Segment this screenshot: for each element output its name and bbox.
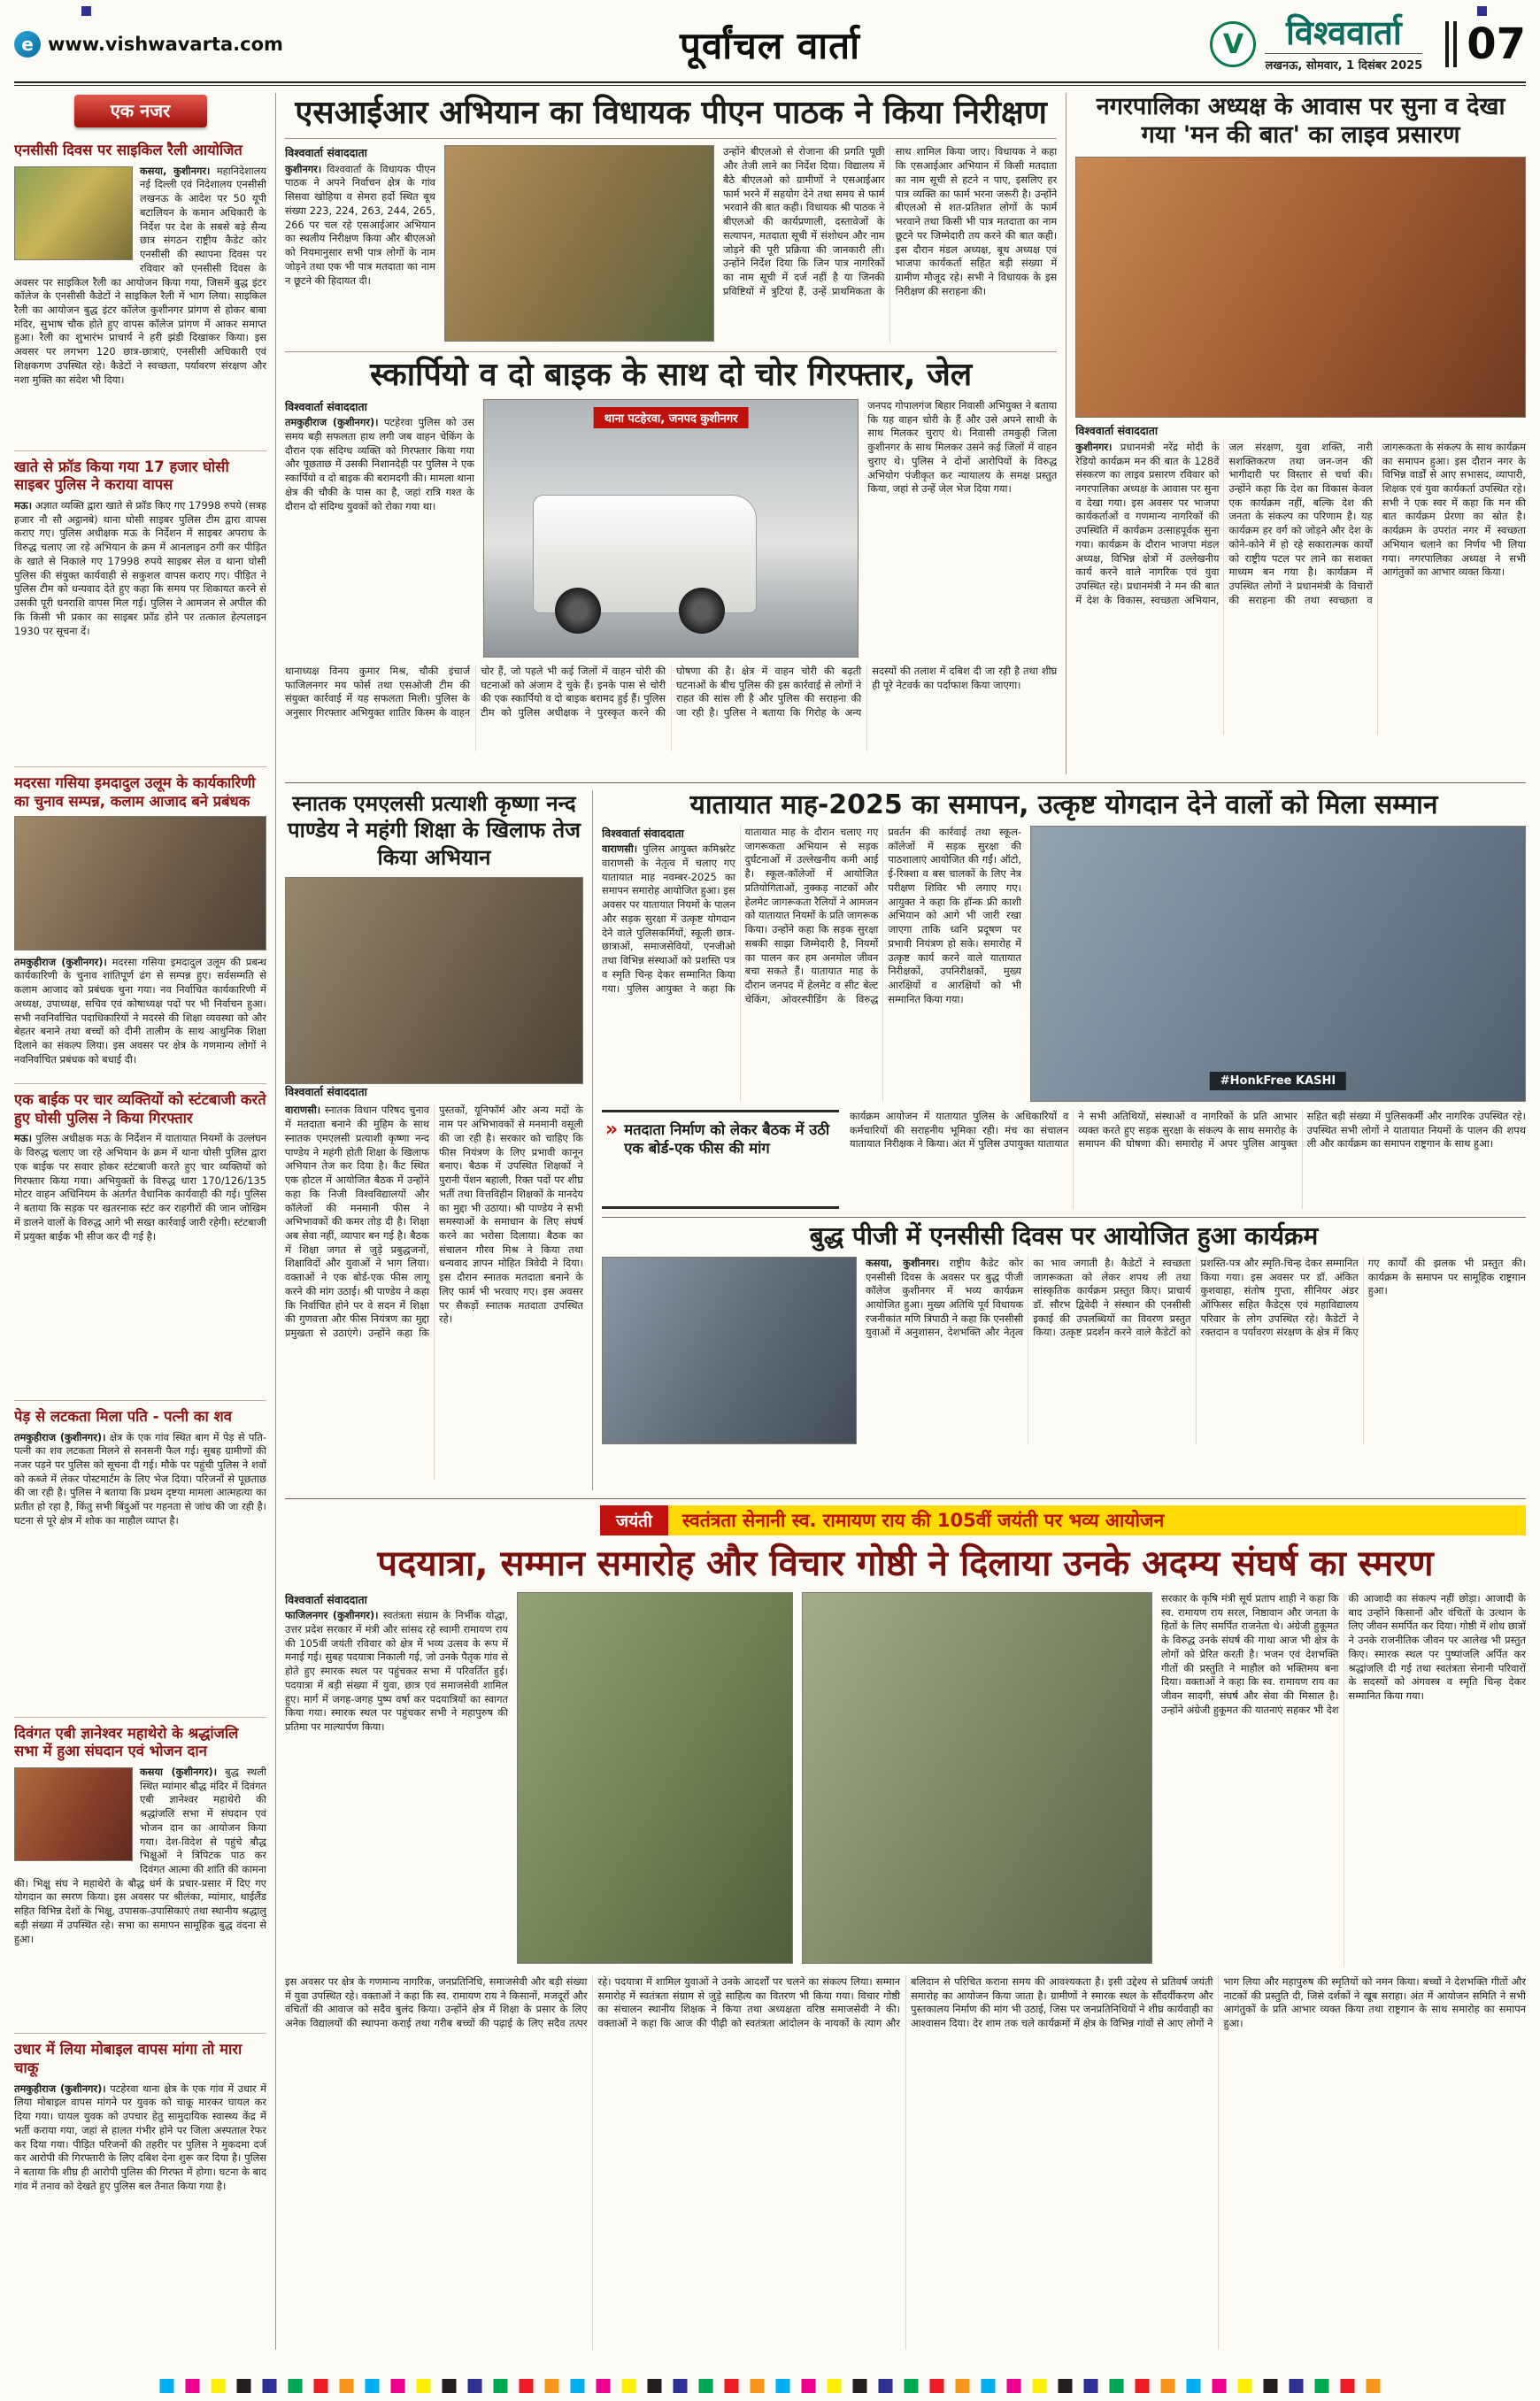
color-strip-square	[468, 2379, 482, 2393]
body-text: स्वतंत्रता संग्राम के निर्भीक योद्धा, उत्तर प्रदेश सरकार में मंत्री और सांसद रहे स्वामी रामायण राय की 105वीं जयंती रविवार को क्षेत्र में भव्य उत्सव के रूप में मनाई गई। सुबह पदयात्रा निकाली गई, जो उनके पैतृक गांव से होते हुए स्मारक स्थल पर पहुंचकर सभा में परिवर्तित हुई। पदयात्रा में बड़ी संख्या में युवा, छात्र एवं समाजसेवी शामिल हुए। मार्ग में जगह-जगह पुष्प वर्षा कर पदयात्रियों का स्वागत किया गया। स्मारक स्थल पर पहुंचकर सभी ने महापुरुष की प्रतिमा पर माल्यार्पण किया।	[285, 1609, 508, 1734]
color-strip-square	[237, 2379, 251, 2393]
article-body	[14, 956, 266, 1067]
dateline: कुशीनगर।	[285, 162, 322, 175]
color-strip-square	[212, 2379, 226, 2393]
color-strip-square	[1290, 2379, 1304, 2393]
color-strip-square	[699, 2379, 713, 2393]
body-text: सरकार के कृषि मंत्री सूर्य प्रताप शाही ने कहा कि स्व. रामायण राय सरल, निष्ठावान और जनता के हितों के लिए समर्पित राजनेता थे। अंग्रेजी हुकूमत के विरुद्ध उनके संघर्ष की गाथा आज भी क्षेत्र के लोगों को प्रेरित करती है। भजन एवं देशभक्ति गीतों की प्रस्तुति ने माहौल को भक्तिमय बना दिया। वक्ताओं ने कहा कि स्व. रामायण राय का जीवन सादगी, संघर्ष और सेवा की मिसाल है। उन्होंने अंग्रेजी हुकूमत की यातनाएं सहकर भी देश की आजादी का संकल्प नहीं छोड़ा। आजादी के बाद उन्होंने किसानों और वंचितों के उत्थान के लिए जीवन समर्पित कर दिया। गोष्ठी में शोध छात्रों ने उनके राजनीतिक जीवन पर आलेख भी प्रस्तुत किए। स्मारक स्थल पर पुष्पांजलि अर्पित कर श्रद्धांजलि दी गई तथा स्वतंत्रता सेनानी परिवारों के सदस्यों को अंगवस्त्र व स्मृति चिन्ह देकर सम्मानित किया गया।	[1161, 1592, 1526, 1716]
brand-logo-icon: V	[1210, 21, 1256, 67]
color-strip-square	[571, 2379, 585, 2393]
article-body-columns	[285, 1975, 1526, 2350]
cycle-rally-photo	[14, 166, 133, 260]
body-text: राष्ट्रीय कैडेट कोर एनसीसी दिवस के अवसर पर बुद्ध पीजी कॉलेज कुशीनगर में भव्य कार्यक्रम आयोजित हुआ। मुख्य अतिथि पूर्व विधायक रजनीकांत मणि त्रिपाठी ने कहा कि एनसीसी युवाओं में अनुशासन, देशभक्ति और नेतृत्व का भाव जगाती है। कैडेटों ने स्वच्छता जागरूकता को लेकर शपथ ली तथा सांस्कृतिक कार्यक्रम प्रस्तुत किए। प्राचार्य डॉ. सौरभ द्विवेदी ने संस्थान की एनसीसी इकाई की उपलब्धियों का विवरण प्रस्तुत किया। उत्कृष्ट प्रदर्शन करने वाले कैडेटों को प्रशस्ति-पत्र और स्मृति-चिन्ह देकर सम्मानित किया गया। इस अवसर पर डॉ. अंकित कुशवाहा, संतोष गुप्ता, सीनियर अंडर ऑफिसर सहित कैडेट्स एवं महाविद्यालय परिवार के लोग उपस्थित रहे। कैडेटों ने रक्तदान व पर्यावरण संरक्षण के क्षेत्र में किए गए कार्यों की झलक भी प्रस्तुत की। कार्यक्रम के समापन पर सामूहिक राष्ट्रगान हुआ।	[866, 1256, 1526, 1339]
photo-banner-label: #HonkFree KASHI	[1210, 1072, 1346, 1090]
jayanti-strip-row	[600, 1505, 1526, 1535]
article-body-columns	[285, 665, 1057, 751]
pull-quote-text: मतदाता निर्माण को लेकर बैठक में उठी एक बोर्ड-एक फीस की मांग	[624, 1121, 830, 1158]
color-strip-square	[597, 2379, 611, 2393]
color-strip-square	[520, 2379, 534, 2393]
page-number-bar	[1445, 21, 1449, 67]
body-text: उन्होंने बीएलओ से रोजाना की प्रगति पूछी और तेजी लाने का निर्देश दिया। विद्यालय में बैठे बीएलओ को ग्रामीणों ने एसआईआर फार्म भरने में सहयोग देने तथा समय से फार्म भरवाने की बात कही। विधायक श्री पाठक ने बीएलओ की कार्यप्रणाली, दस्तावेजों के सत्यापन, मतदाता सूची में संशोधन और नाम जोड़ने की पूरी प्रक्रिया की जानकारी ली। उन्होंने निर्देश दिया कि जिन पात्र नागरिकों का नाम सूची में दर्ज नहीं है या जिनकी प्रविष्टियों में त्रुटियां हैं, उन्हें प्राथमिकता के साथ शामिल किया जाए। विधायक ने कहा कि एसआईआर अभियान में किसी मतदाता का नाम सूची से हटने न पाए, इसलिए हर पात्र व्यक्ति का फार्म भरना जरूरी है। उन्होंने बीएलओ से शत-प्रतिशत लोगों के फार्म भरवाने तथा किसी भी पात्र मतदाता का नाम छूटने पर जिम्मेदारी तय करने की बात कही। इस दौरान मंडल अध्यक्ष, बूथ अध्यक्ष एवं भाजपा कार्यकर्ता सहित बड़ी संख्या में ग्रामीण मौजूद रहे। सभी ने विधायक के इस निरीक्षण की सराहना की।	[723, 145, 1058, 297]
article-headline: पदयात्रा, सम्मान समारोह और विचार गोष्ठी ने दिलाया उनके अदम्य संघर्ष का स्मरण	[377, 1543, 1434, 1584]
photo-banner-label: थाना पटहेरवा, जनपद कुशीनगर	[594, 407, 749, 428]
article-scorpio-theft	[285, 351, 1057, 774]
article-mlc-campaign	[285, 790, 583, 1481]
traffic-and-ncc-column	[593, 790, 1526, 1490]
color-strip-square	[674, 2379, 688, 2393]
page-number-bar	[1453, 21, 1457, 67]
dateline: तमकुहीराज (कुशीनगर)।	[285, 416, 379, 429]
article-body	[14, 2082, 266, 2194]
site-logo-icon: e	[14, 31, 41, 58]
edition-line: लखनऊ, सोमवार, 1 दिसंबर 2025	[1265, 53, 1422, 73]
article-body-columns	[285, 1104, 583, 1481]
color-strip-square	[905, 2379, 919, 2393]
article-body	[14, 1132, 266, 1243]
article-body-columns	[850, 1110, 1526, 1209]
main-area	[276, 93, 1526, 2350]
dateline: तमकुहीराज (कुशीनगर)।	[14, 1430, 106, 1443]
body-text: प्रधानमंत्री नरेंद्र मोदी के रेडियो कार्यक्रम मन की बात के 128वें संस्करण का लाइव प्रसारण रविवार को नगरपालिका अध्यक्ष के आवास पर सुना व देखा गया। इस अवसर पर भाजपा कार्यकर्ताओं व गणमान्य नागरिकों की उपस्थिति में कार्यक्रम उत्साहपूर्वक सुना गया। कार्यक्रम के दौरान भाजपा मंडल अध्यक्ष, विभिन्न क्षेत्रों में उल्लेखनीय कार्य करने वाले नागरिक एवं युवा उपस्थित रहे। प्रधानमंत्री ने मन की बात में देश के विकास, स्वच्छता अभियान, जल संरक्षण, युवा शक्ति, नारी सशक्तिकरण तथा जन-जन की भागीदारी पर विस्तार से चर्चा की। उन्होंने कहा कि देश का विकास केवल एक कार्यक्रम नहीं, बल्कि देश की जनता के संकल्प का परिणाम है। यह कार्यक्रम हर वर्ग को जोड़ने और देश के कोने-कोने में हो रहे सकारात्मक कार्यों को राष्ट्रीय पटल पर लाने का सशक्त माध्यम बन गया है। कार्यक्रम में उपस्थित लोगों ने प्रधानमंत्री के विचारों की सराहना की तथा स्वच्छता व जागरूकता के संकल्प के साथ कार्यक्रम का समापन हुआ। इस दौरान नगर के विभिन्न वार्डों से आए सभासद, व्यापारी, शिक्षक एवं युवा कार्यकर्ता उपस्थित रहे। सभी ने एक स्वर में कहा कि मन की बात कार्यक्रम प्रेरणा का स्रोत है। कार्यक्रम के उपरांत नगर में स्वच्छता अभियान चलाने का निर्णय भी लिया गया। नगरपालिका अध्यक्ष ने सभी आगंतुकों का आभार व्यक्त किया।	[1075, 440, 1526, 606]
color-strip-square	[366, 2379, 380, 2393]
article-body-columns	[1161, 1592, 1526, 1967]
byline: विश्ववार्ता संवाददाता	[285, 1085, 367, 1099]
sidebar-article-cyber-fraud	[14, 451, 266, 768]
body-text: क्षेत्र के एक गांव स्थित बाग में पेड़ से पति-पत्नी का शव लटकता मिलने से सनसनी फैल गई। सुबह ग्रामीणों की नजर पड़ने पर पुलिस को सूचना दी गई। मौके पर पहुंची पुलिस ने शवों को कब्जे में लेकर पोस्टमार्टम के लिए भेज दिया। परिजनों से पूछताछ की जा रही है। पुलिस ने बताया कि प्रथम दृष्टया मामला आत्महत्या का प्रतीत हो रहा है, किंतु सभी बिंदुओं पर गहनता से जांच की जा रही है। घटना से पूरे क्षेत्र में शोक का माहौल व्याप्त है।	[14, 1430, 266, 1527]
article-traffic-month	[602, 790, 1526, 1209]
color-strip-square	[1315, 2379, 1329, 2393]
color-strip-square	[622, 2379, 636, 2393]
body-text: पुलिस अधीक्षक मऊ के निर्देशन में यातायात नियमों के उल्लंघन के विरुद्ध चलाए जा रहे अभियान के क्रम में थाना घोसी पुलिस द्वारा एक बाईक पर सवार होकर स्टंटबाजी करते हुए चार व्यक्तियों को गिरफ्तार किया गया। अभियुक्तों के विरुद्ध धारा 170/126/135 मोटर वाहन अधिनियम के अंतर्गत वैधानिक कार्यवाही की गई। पुलिस ने बताया कि सड़क पर खतरनाक स्टंट कर राहगीरों की जान जोखिम में डालने वालों के विरुद्ध आगे भी सख्त कार्रवाई जारी रहेगी। स्टंटबाजी में प्रयुक्त बाईक भी सीज कर दी गई है।	[14, 1132, 266, 1243]
article-headline: उधार में लिया मोबाइल वापस मांगा तो मारा चाकू	[14, 2041, 243, 2076]
article-layout-row	[285, 138, 1057, 343]
article-headline: स्कार्पियो व दो बाइक के साथ दो चोर गिरफ्तार, जेल	[370, 357, 973, 394]
article-body	[14, 1431, 266, 1528]
dateline: तमकुहीराज (कुशीनगर)।	[14, 2082, 106, 2095]
dateline: वाराणसी।	[602, 843, 638, 856]
color-strip-square	[443, 2379, 457, 2393]
sidebar-article-madarsa-election	[14, 767, 266, 1084]
article-sir-inspection	[285, 93, 1057, 343]
color-strip-square	[828, 2379, 842, 2393]
section-middle	[285, 782, 1526, 1490]
article-lead-column	[285, 1592, 508, 1967]
wheel-shape	[555, 588, 601, 634]
article-headline: दिवंगत एबी ज्ञानेश्वर महाथेरो के श्रद्धांजलि सभा में हुआ संघदान एवं भोजन दान	[14, 1724, 239, 1760]
color-strip-square	[391, 2379, 405, 2393]
section-label-ek-nazar: एक नजर	[74, 95, 207, 127]
color-strip-square	[1110, 2379, 1124, 2393]
right-column	[1066, 93, 1526, 774]
color-strip-square	[1187, 2379, 1201, 2393]
mlc-meeting-photo	[285, 877, 583, 1084]
article-layout-row	[285, 1592, 1526, 1967]
color-strip-square	[186, 2379, 200, 2393]
section-bottom-jayanti	[285, 1498, 1526, 2350]
article-body	[14, 165, 266, 388]
article-body	[14, 499, 266, 638]
dateline: तमकुहीराज (कुशीनगर)।	[14, 955, 107, 968]
madarsa-group-photo	[14, 816, 266, 950]
article-headline: बुद्ध पीजी में एनसीसी दिवस पर आयोजित हुआ कार्यक्रम	[809, 1221, 1319, 1251]
dateline: फाजिलनगर (कुशीनगर)।	[285, 1609, 379, 1622]
color-strip-square	[340, 2379, 354, 2393]
color-strip-square	[1238, 2379, 1252, 2393]
color-strip-square	[930, 2379, 944, 2393]
color-strip-square	[1367, 2379, 1381, 2393]
article-sub-row	[602, 1110, 1526, 1209]
article-body-columns	[1075, 441, 1526, 735]
byline: विश्ववार्ता संवाददाता	[285, 399, 367, 413]
article-headline: खाते से फ्रॉड किया गया 17 हजार घोसी साइबर पुलिस ने कराया वापस	[14, 458, 229, 494]
brand-text-block	[1265, 13, 1423, 73]
article-buddha-pg-ncc	[602, 1217, 1526, 1490]
color-strip-square	[802, 2379, 816, 2393]
sidebar-article-mobile-knife	[14, 2034, 266, 2350]
color-strip-square	[982, 2379, 996, 2393]
byline: विश्ववार्ता संवाददाता	[602, 827, 684, 840]
color-strip-square	[725, 2379, 739, 2393]
buddha-pg-group-photo	[602, 1257, 857, 1444]
jayanti-tag: जयंती	[600, 1505, 668, 1535]
byline: विश्ववार्ता संवाददाता	[285, 146, 367, 160]
color-strip-square	[648, 2379, 662, 2393]
brand-block	[1210, 13, 1423, 73]
body-text: बुद्ध स्थली स्थित म्यांमार बौद्ध मंदिर में दिवंगत एबी ज्ञानेश्वर महाथेरो की श्रद्धांजलि सभा में संघदान एवं भोजन दान का आयोजन किया गया। देश-विदेश से पहुंचे बौद्ध भिक्षुओं ने त्रिपिटक पाठ कर दिवंगत आत्मा की शांति की कामना की। भिक्षु संघ ने महाथेरो के बौद्ध धर्म के प्रचार-प्रसार में दिए गए योगदान का स्मरण किया। इस अवसर पर श्रीलंका, म्यांमार, थाईलैंड सहित विभिन्न देशों के भिक्षु, उपासक-उपासिकाएं तथा स्थानीय श्रद्धालु बड़ी संख्या में उपस्थित रहे। सभा का समापन सामूहिक बुद्ध वंदना से हुआ।	[14, 1765, 266, 1945]
body-text: विश्ववार्ता के विधायक पीएन पाठक ने अपने निर्वाचन क्षेत्र के गांव सिसवा खोहिया व सेमरा हर्दो स्थित बूथ संख्या 223, 224, 263, 244, 265, 266 पर चल रहे एसआईआर अभियान का स्थलीय निरीक्षण किया और बीएलओ को नियमानुसार सभी पात्र लोगों के नाम जोड़ने तथा एक भी पात्र मतदाता का नाम न छूटने की हिदायत दी।	[285, 162, 435, 287]
dateline: कसया, कुशीनगर।	[866, 1256, 940, 1269]
mann-ki-baat-photo	[1075, 157, 1526, 418]
body-text: थानाध्यक्ष विनय कुमार मिश्र, चौकी इंचार्ज फाजिलनगर मय फोर्स तथा एसओजी टीम की संयुक्त कार्रवाई में यह सफलता मिली। पुलिस के अनुसार गिरफ्तार अभियुक्त शातिर किस्म के वाहन चोर हैं, जो पहले भी कई जिलों में वाहन चोरी की घटनाओं को अंजाम दे चुके हैं। इनके पास से चोरी की एक स्कार्पियो व दो बाइक बरामद हुई हैं। पुलिस टीम को पुलिस अधीक्षक ने पुरस्कृत करने की घोषणा की है। क्षेत्र में वाहन चोरी की बढ़ती घटनाओं के बीच पुलिस की इस कार्रवाई से लोगों ने राहत की सांस ली है और पुलिस की सराहना की जा रही है। पुलिस ने बताया कि गिरोह के अन्य सदस्यों की तलाश में दबिश दी जा रही है तथा शीघ्र ही पूरे नेटवर्क का पर्दाफाश किया जाएगा।	[285, 664, 1058, 720]
website-url: www.vishwavarta.com	[48, 34, 283, 55]
dateline: कसया, कुशीनगर।	[140, 164, 211, 177]
sidebar-ek-nazar	[14, 93, 276, 2350]
dateline: वाराणसी।	[285, 1104, 321, 1117]
article-headline: एसआईआर अभियान का विधायक पीएन पाठक ने किया निरीक्षण	[295, 95, 1047, 131]
padyatra-march-photo	[517, 1592, 793, 1964]
sir-inspection-photo	[444, 145, 714, 342]
color-strip-square	[776, 2379, 790, 2393]
color-strip-square	[314, 2379, 328, 2393]
page-section-title: पूर्वांचल वार्ता	[680, 23, 860, 67]
color-strip-square	[879, 2379, 893, 2393]
byline: विश्ववार्ता संवाददाता	[285, 1593, 367, 1606]
page-number: 07	[1467, 19, 1526, 69]
body-text: जनपद गोपालगंज बिहार निवासी अभियुक्त ने बताया कि यह वाहन चोरी के हैं और उसे अपने साथी के साथ मिलकर चुराए थे। निवासी तमकुही जिला कुशीनगर के साथ मिलकर उसने कई जिलों में वाहन चुराए थे। पुलिस ने दोनों आरोपियों के विरुद्ध अभियोग पंजीकृत कर न्यायालय के समक्ष प्रस्तुत किया, जहां से उन्हें जेल भेज दिया गया।	[867, 398, 1058, 496]
page-number-block	[1445, 19, 1526, 69]
memorial-tribute-photo	[802, 1592, 1152, 1964]
color-strip-square	[1033, 2379, 1047, 2393]
dateline: कसया (कुशीनगर)।	[140, 1765, 218, 1778]
body-text: कार्यक्रम आयोजन में यातायात पुलिस के अधिकारियों व कर्मचारियों की सराहनीय भूमिका रही। मंच का संचालन यातायात निरीक्षक ने किया। अंत में पुलिस उपायुक्त यातायात ने सभी अतिथियों, संस्थाओं व नागरिकों के प्रति आभार व्यक्त करते हुए सड़क सुरक्षा के संकल्प के साथ समारोह के समापन की घोषणा की। समारोह में अपर पुलिस आयुक्त सहित बड़ी संख्या में पुलिसकर्मी और नागरिक उपस्थित रहे। उपस्थित सभी लोगों ने यातायात नियमों के पालन की शपथ ली और कार्यक्रम का समापन राष्ट्रगान के साथ हुआ।	[850, 1110, 1526, 1150]
body-text: अज्ञात व्यक्ति द्वारा खाते से फ्रॉड किए गए 17998 रुपये (सत्रह हजार नौ सौ अट्ठानबे) थाना घोसी साइबर पुलिस टीम द्वारा वापस कराए गए। पुलिस अधीक्षक मऊ के निर्देशन में साइबर अपराध के विरुद्ध चलाए जा रहे अभियान के क्रम में आनलाइन ठगी कर पीड़ित के खाते से निकाले गए 17998 रुपये साइबर सेल व थाना घोसी पुलिस की संयुक्त कार्यवाही से सकुशल वापस कराए गए। पीड़ित ने पुलिस टीम को धन्यवाद देते हुए कहा कि समय पर शिकायत करने से उसकी पूरी धनराशि वापस मिल गई। पुलिस ने आमजन से अपील की कि किसी भी प्रकार का साइबर फ्रॉड होने पर तत्काल हेल्पलाइन 1930 पर सूचना दें।	[14, 498, 266, 637]
sidebar-article-shraddhanjali	[14, 1718, 266, 2035]
body-text: महानिदेशालय नई दिल्ली एवं निदेशालय एनसीसी लखनऊ के आदेश पर 50 यूपी बटालियन के कमान अधिकारी के निर्देश पर देश के सबसे बड़े सैन्य छात्र संगठन राष्ट्रीय कैडेट कोर एनसीसी की स्थापना दिवस पर रविवार को एनसीसी दिवस के अवसर पर साइकिल रैली का आयोजन किया गया, जिसमें बुद्ध इंटर कॉलेज के एनसीसी कैडेटों ने साइकिल रैली में भाग लिया। साइकिल रैली का आयोजन बुद्ध इंटर कॉलेज कुशीनगर प्रांगण से होकर बाबा मंदिर, सुभाष चौक होते हुए वापस कॉलेज प्रांगण में आकर समाप्त हुआ। रैली का शुभारंभ प्राचार्य ने हरी झंडी दिखाकर किया। इस अवसर पर लगभग 120 छात्र-छात्राएं, एनसीसी अधिकारी एवं शिक्षकगण उपस्थित रहे। कैडेटों ने स्वच्छता, पर्यावरण संरक्षण और नशा मुक्ति का संदेश भी दिया।	[14, 164, 266, 386]
sidebar-article-stunt-arrest	[14, 1084, 266, 1401]
color-strip-square	[1084, 2379, 1098, 2393]
pull-quote	[602, 1110, 839, 1209]
masthead-rule	[14, 81, 1526, 86]
byline: विश्ववार्ता संवाददाता	[1075, 423, 1159, 437]
color-strip-square	[1136, 2379, 1150, 2393]
article-side-column	[867, 399, 1057, 658]
wheel-shape	[679, 588, 725, 634]
color-strip-square	[494, 2379, 508, 2393]
article-lead-column	[285, 145, 435, 343]
body-text: इस अवसर पर क्षेत्र के गणमान्य नागरिक, जनप्रतिनिधि, समाजसेवी और बड़ी संख्या में युवा उपस्थित रहे। वक्ताओं ने कहा कि स्व. रामायण राय ने किसानों, मजदूरों और वंचितों की आवाज को सदैव बुलंद किया। उन्होंने क्षेत्र में शिक्षा के प्रसार के लिए अनेक विद्यालयों की स्थापना कराई तथा गरीब बच्चों की पढ़ाई के लिए सदैव तत्पर रहे। पदयात्रा में शामिल युवाओं ने उनके आदर्शों पर चलने का संकल्प लिया। सम्मान समारोह में स्वतंत्रता संग्राम से जुड़े साहित्य का वितरण भी किया गया। विचार गोष्ठी का संचालन स्थानीय शिक्षक ने किया तथा अध्यक्षता वरिष्ठ समाजसेवी ने की। वक्ताओं ने कहा कि आज की पीढ़ी को स्वतंत्रता आंदोलन के नायकों के त्याग और बलिदान से परिचित कराना समय की आवश्यकता है। इसी उद्देश्य से प्रतिवर्ष जयंती समारोह का आयोजन किया जाता है। ग्रामीणों ने स्मारक स्थल के सौंदर्यीकरण और पुस्तकालय निर्माण की मांग भी उठाई, जिस पर जनप्रतिनिधियों ने शीघ्र कार्यवाही का आश्वासन दिया। देर शाम तक चले कार्यक्रमों में क्षेत्र के विभिन्न गांवों से आए लोगों ने भाग लिया और महापुरुष की स्मृतियों को नमन किया। बच्चों ने देशभक्ति गीतों और नाटकों की प्रस्तुति दी, जिसे दर्शकों ने खूब सराहा। अंत में आयोजन समिति ने सभी आगंतुकों के प्रति आभार व्यक्त किया तथा राष्ट्रगान के साथ समारोह का समापन हुआ।	[285, 1975, 1526, 2030]
article-body-columns	[723, 145, 1057, 343]
article-layout-row	[602, 826, 1526, 1102]
jayanti-strip-headline: स्वतंत्रता सेनानी स्व. रामायण राय की 105वीं जयंती पर भव्य आयोजन	[668, 1505, 1526, 1535]
body-text: स्नातक विधान परिषद चुनाव में मतदाता बनाने की मुहिम के साथ स्नातक एमएलसी प्रत्याशी कृष्णा नन्द पाण्डेय ने महंगी होती शिक्षा के खिलाफ अभियान तेज कर दिया है। कैंट स्थित एक होटल में आयोजित बैठक में उन्होंने कहा कि निजी विश्वविद्यालयों और कॉलेजों की मनमानी फीस ने अभिभावकों की कमर तोड़ दी है। शिक्षा अब सेवा नहीं, व्यापार बन गई है। बैठक में शिक्षा जगत से जुड़े प्रबुद्धजनों, शिक्षाविदों और युवाओं ने भाग लिया। वक्ताओं ने एक बोर्ड-एक फीस लागू करने की मांग उठाई। श्री पाण्डेय ने कहा कि निर्वाचित होने पर वे सदन में शिक्षा की गुणवत्ता और फीस नियंत्रण का मुद्दा प्रमुखता से उठाएंगे। उन्होंने कहा कि पुस्तकों, यूनिफॉर्म और अन्य मदों के नाम पर अभिभावकों से मनमानी वसूली की जा रही है। सरकार को चाहिए कि फीस नियंत्रण के लिए प्रभावी कानून बनाए। बैठक में उपस्थित शिक्षकों ने पुरानी पेंशन बहाली, रिक्त पदों पर शीघ्र भर्ती तथा वित्तविहीन शिक्षकों के मानदेय का मुद्दा भी उठाया। श्री पाण्डेय ने सभी समस्याओं के समाधान के लिए संघर्ष करने का भरोसा दिलाया। बैठक का संचालन गौरव मिश्र ने किया तथा धन्यवाद ज्ञापन मोहित त्रिवेदी ने दिया। इस दौरान स्नातक मतदाता बनाने के लिए फार्म भी भरवाए गए। इस अवसर पर सैकड़ों स्नातक मतदाता उपस्थित रहे।	[285, 1104, 583, 1340]
scorpio-vehicle-photo	[483, 399, 859, 658]
page-content	[14, 93, 1526, 2350]
color-strip-square	[1341, 2379, 1355, 2393]
article-headline: मदरसा गसिया इमदादुल उलूम के कार्यकारिणी का चुनाव सम्पन्न, कलाम आजाद बने प्रबंधक	[14, 774, 256, 811]
color-strip-square	[1007, 2379, 1021, 2393]
mlc-column	[285, 790, 593, 1490]
color-strip-square	[853, 2379, 867, 2393]
color-strip-square	[263, 2379, 277, 2393]
section-top	[285, 93, 1526, 774]
article-lead-column	[285, 399, 474, 658]
sidebar-article-couple-bodies	[14, 1401, 266, 1718]
color-strip-square	[751, 2379, 765, 2393]
website-block	[14, 31, 283, 58]
color-strip-square	[956, 2379, 970, 2393]
color-strip-square	[1264, 2379, 1278, 2393]
article-body-columns	[866, 1257, 1526, 1444]
color-strip-square	[160, 2379, 174, 2393]
article-body	[14, 1766, 266, 1947]
brand-name: विश्ववार्ता	[1285, 13, 1402, 52]
sidebar-article-cycle-rally	[14, 135, 266, 451]
article-headline: एनसीसी दिवस पर साइकिल रैली आयोजित	[14, 142, 243, 158]
color-strip-square	[1161, 2379, 1175, 2393]
color-strip-square	[289, 2379, 303, 2393]
article-headline: नगरपालिका अध्यक्ष के आवास पर सुना व देखा गया 'मन की बात' का लाइव प्रसारण	[1096, 93, 1505, 150]
traffic-ceremony-photo	[1030, 826, 1526, 1102]
article-layout-row	[602, 1257, 1526, 1444]
color-strip-square	[1059, 2379, 1073, 2393]
dateline: कुशीनगर।	[1075, 440, 1113, 453]
body-text: पुलिस आयुक्त कमिश्नरेट वाराणसी के नेतृत्व में चलाए गए यातायात माह नवम्बर-2025 का समापन समारोह आयोजित हुआ। इस अवसर पर यातायात नियमों के पालन और सड़क सुरक्षा में उत्कृष्ट योगदान देने वाले पुलिसकर्मियों, स्कूली छात्र-छात्राओं, समाजसेवियों, एनजीओ तथा विभिन्न संस्थाओं को प्रशस्ति पत्र व स्मृति चिन्ह देकर सम्मानित किया गया। पुलिस आयुक्त ने कहा कि यातायात माह के दौरान चलाए गए जागरूकता अभियान से सड़क दुर्घटनाओं में उल्लेखनीय कमी आई है। स्कूल-कॉलेजों में आयोजित प्रतियोगिताओं, नुक्कड़ नाटकों और हेलमेट जागरूकता रैलियों ने आमजन को यातायात नियमों के प्रति जागरूक किया। उन्होंने कहा कि सड़क सुरक्षा सबकी साझा जिम्मेदारी है, नियमों का पालन कर हम अनमोल जीवन बचा सकते हैं। यातायात माह के दौरान जनपद में हेलमेट व सीट बेल्ट चेकिंग, ओवरस्पीडिंग के विरुद्ध प्रवर्तन की कार्रवाई तथा स्कूल-कॉलेजों में सड़क सुरक्षा की पाठशालाएं आयोजित की गईं। ऑटो, ई-रिक्शा व बस चालकों के लिए नेत्र परीक्षण शिविर भी लगाए गए। आयुक्त ने कहा कि हॉन्क फ्री काशी अभियान को आगे भी जारी रखा जाएगा ताकि ध्वनि प्रदूषण पर प्रभावी नियंत्रण हो सके। समारोह में उत्कृष्ट कार्य करने वाले यातायात निरीक्षकों, उपनिरीक्षकों, मुख्य आरक्षियों व आरक्षियों को भी सम्मानित किया गया।	[602, 826, 1021, 1005]
center-column	[285, 93, 1066, 774]
body-text: पटहेरवा पुलिस को उस समय बड़ी सफलता हाथ लगी जब वाहन चेकिंग के दौरान एक संदिग्ध व्यक्ति को गिरफ्तार किया गया और पूछताछ में उसकी निशानदेही पर पुलिस ने एक स्कार्पियो व दो बाइक की बरामदगी की। मामला थाना क्षेत्र की चौकी के पास का है, जहां रात्रि गश्त के दौरान दो संदिग्ध युवकों को रोका गया था।	[285, 416, 474, 512]
article-headline: पेड़ से लटकता मिला पति - पत्नी का शव	[14, 1407, 232, 1425]
article-mann-ki-baat	[1075, 93, 1526, 735]
color-strip	[160, 2379, 1381, 2393]
article-body-columns	[602, 826, 1021, 1102]
body-text: पटहेरवा थाना क्षेत्र के एक गांव में उधार में लिया मोबाइल वापस मांगने पर युवक को चाकू मारकर घायल कर दिया गया। घायल युवक को उपचार हेतु सामुदायिक स्वास्थ्य केंद्र में भर्ती कराया गया, जहां से हालत गंभीर होने पर जिला अस्पताल रेफर कर दिया गया। पीड़ित परिजनों की तहरीर पर पुलिस ने मुकदमा दर्ज कर आरोपी की गिरफ्तारी के लिए दबिश देना शुरू कर दिया है। पुलिस ने बताया कि शीघ्र ही आरोपी पुलिस की गिरफ्त में होगा। घटना के बाद गांव में तनाव को देखते हुए पुलिस बल तैनात किया गया है।	[14, 2082, 266, 2192]
article-headline: यातायात माह-2025 का समापन, उत्कृष्ट योगदान देने वालों को मिला सम्मान	[689, 790, 1438, 820]
article-headline: स्नातक एमएलसी प्रत्याशी कृष्णा नन्द पाण्डेय ने महंगी शिक्षा के खिलाफ तेज किया अभियान	[287, 791, 581, 870]
masthead	[14, 7, 1526, 81]
dateline: मऊ।	[14, 1132, 33, 1145]
color-strip-square	[1213, 2379, 1227, 2393]
color-strip-square	[417, 2379, 431, 2393]
pull-quote-marker-icon: »	[605, 1119, 619, 1141]
body-text: मदरसा गसिया इमदादुल उलूम की प्रबन्ध कार्यकारिणी के चुनाव शांतिपूर्ण ढंग से सम्पन्न हुए। सर्वसम्मति से कलाम आजाद को प्रबंधक चुना गया। नव निर्वाचित कार्यकारिणी में अध्यक्ष, उपाध्यक्ष, सचिव एवं कोषाध्यक्ष पदों पर भी निर्वाचन हुआ। सभी नवनिर्वाचित पदाधिकारियों ने मदरसे की शिक्षा व्यवस्था को और बेहतर बनाने तथा बच्चों को दीनी तालीम के साथ आधुनिक शिक्षा दिलाने का संकल्प लिया। इस अवसर पर क्षेत्र के गणमान्य लोगों ने नवनिर्वाचित प्रबंधक को बधाई दी।	[14, 955, 266, 1066]
article-headline: एक बाईक पर चार व्यक्तियों को स्टंटबाजी करते हुए घोसी पुलिस ने किया गिरफ्तार	[14, 1091, 266, 1127]
shraddhanjali-photo	[14, 1767, 133, 1861]
color-strip-square	[545, 2379, 559, 2393]
dateline: मऊ।	[14, 498, 33, 512]
article-layout-row	[285, 399, 1057, 658]
